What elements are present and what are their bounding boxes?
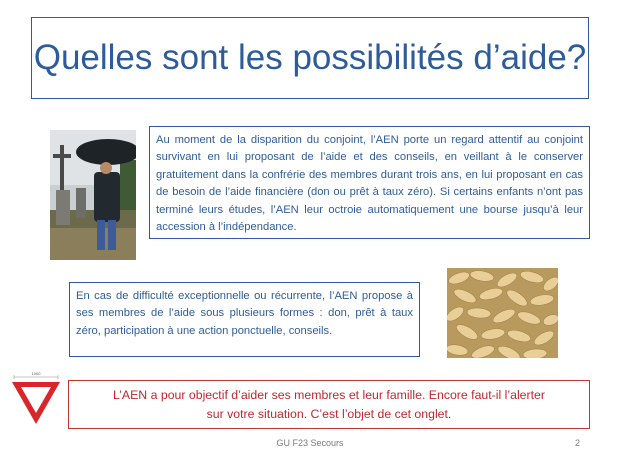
intro-paragraph: Au moment de la disparition du conjoint, l’AEN porte un regard attentif au conjoint survivant en lui proposant de l’aide et des conseils, en veillant à le conserver gratuitement dans la confrérie des membres durant trois ans, en lui proposant en cas de besoin de l’aide financière (don ou prêt à taux zéro). Si certains enfants n’ont pas terminé leurs études, l’AEN leur octroie automatiquement une bourse jusqu’à leur accession à l’indépendance.: [156, 134, 583, 234]
page-number: 2: [575, 438, 581, 448]
intro-text-box: [149, 126, 590, 239]
yield-sign-icon: [10, 370, 62, 426]
peanuts-photo: [447, 268, 558, 358]
alert-box: [68, 380, 590, 429]
alert-line-1: L’AEN a pour objectif d’aider ses membres et leur famille. Encore faut-il l’alerter: [113, 388, 545, 402]
alert-line-2: sur votre situation. C’est l’objet de cet onglet.: [206, 407, 452, 421]
aid-forms-text-box: [69, 282, 420, 357]
cemetery-umbrella-photo: [50, 130, 136, 260]
title-box: [31, 17, 589, 99]
slide-title: Quelles sont les possibilités d’aide?: [33, 38, 587, 77]
footer-text: GU F23 Secours: [276, 438, 344, 448]
sign-label: 1000: [31, 371, 41, 376]
aid-forms-paragraph: En cas de difficulté exceptionnelle ou récurrente, l’AEN propose à ses membres de l’aide sous plusieurs formes : don, prêt à taux zéro, participation à une action ponctuelle, conseils.: [76, 290, 413, 337]
